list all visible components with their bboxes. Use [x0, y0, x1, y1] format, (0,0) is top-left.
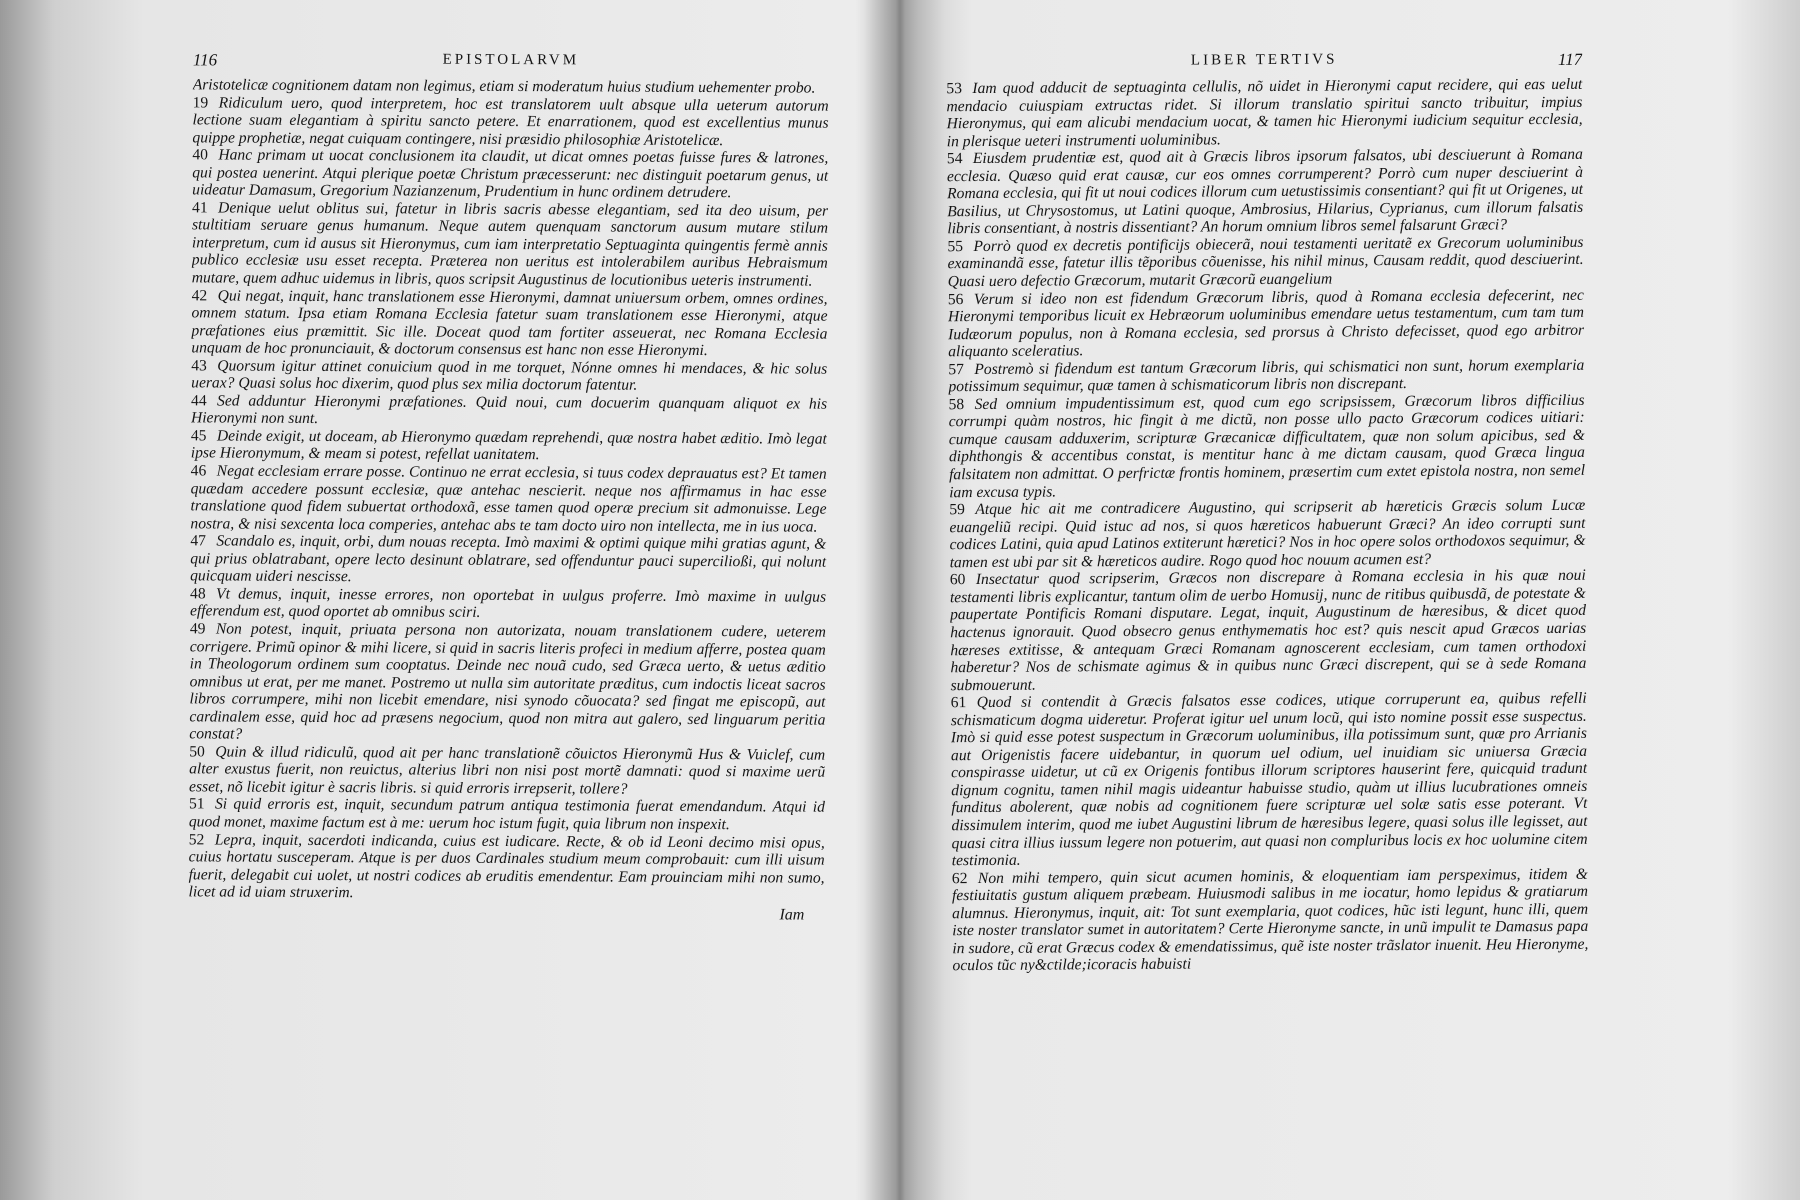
right-page	[946, 50, 1590, 1164]
paragraph	[190, 462, 826, 536]
paragraph	[192, 94, 828, 150]
paragraph-number: 50	[189, 743, 205, 761]
paragraph-text: Non mihi tempero, quin sicut acumen hominis, & eloquentiam iam perspeximus, itidem & festiuitatis gustum aliquem præbeam. Huiusmodi salibus in me iocatur, homo lepidus & gratiarum alumnus. Hieronymus, inquit, ait: Tot sunt exemplaria, quot codices, hũc isti legunt, hunc illi, quem iste noster translator sumet in autoritatem? Certe Hieronyme sancte, in unũ impulit te Damasus papa in sudore, cũ erat Græcus codex & emendatissimus, quẽ iste noster trãslator inuenit. Heu Hieronyme, oculos tũc ny&ctilde;icoracis habuisti	[951, 865, 1589, 975]
paragraph	[191, 427, 827, 465]
paragraph-number: 51	[188, 795, 205, 813]
paragraph-number: 52	[188, 830, 205, 848]
paragraph-text: Insectatur quod scripserim, Græcos non discrepare à Romana ecclesia in his quæ noui testamenti libris explicantur, tantum olim de uerbo Homusij, nunc de ritibus quibusdã, de potestate & paupertate Pontificis Romani disputare. Legat, inquit, Augustinum de hæresibus, & dicet quod hactenus ignorauit. Quod obsecro genus enthymematis hoc est? quis nescit apud Græcos uarias hæreses extitisse, & antequam Græci Romanam agnoscerent ecclesiam, cum tamen orthodoxi haberetur? Nos de schismate agimus & in quibus nunc Græci discrepent, qui se à sede Romana submouerunt.	[949, 567, 1587, 694]
paragraph-number: 19	[192, 93, 209, 111]
left-page-body	[188, 76, 828, 904]
paragraph-number: 41	[192, 199, 208, 217]
left-page-number: 116	[192, 50, 218, 70]
paragraph	[949, 392, 1586, 502]
paragraph-text: Lepra, inquit, sacerdoti indicanda, cuius est iudicare. Recte, & ob id Leoni decimo misi opus, cuius hortatu susceperam. Atque is per duos Cardinales studium meum comprobauit: cum illi uisum fuerit, delegabit cui uolet, ut nostri codices ab eruditis emendentur. Eam prouinciam mihi non sumo, licet ad id uiam struxerim.	[188, 830, 825, 902]
left-page-header	[193, 50, 829, 79]
paragraph-text: Atque hic ait me contradicere Augustino, qui scripserit ab hæreticis Græcis solum Lucæ euangeliũ recipi. Quid istuc ad nos, si quos hæreticos habuerunt Græci? An ideo corrupti sunt codices Latini, quia apud Latinos extiterunt hæretici? Nos in hoc opere solos orthodoxos sequimur, & tamen est ubi par sit & hæreticos audire. Rogo quod hoc nouum acumen est?	[949, 496, 1586, 571]
paragraph-text: Sed adduntur Hieronymi præfationes. Quid noui, cum docuerim quanquam aliquot ex his Hieronymi non sunt.	[190, 392, 828, 428]
paragraph-text: Quod si contendit à Græcis falsatos esse codices, utique corruperunt ea, quibus refelli schismaticum dogma uideretur. Proferat igitur uel unum locũ, qui isto nomine possit esse suspectus. Imò si quid esse potest suspectum in Græcorum uoluminibus, illa potissimum sunt, quæ pro Arrianis aut Origenistis facere uidebantur, in quorum uel odium, uel inuidiam sic uniuersa Græcia conspirasse uidetur, ut cũ ex Origenis fontibus illorum scriptores hauserint fere, quicquid tradunt dignum cognitu, tamen nihil magis uideantur habuisse studio, quàm ut illius lucubrationes omneis funditus abolerent, quæ nobis ad cognitionem fuere scripturæ uel solæ satis esse poterant. Vt dissimulem interim, quod me iubet Augustini librum de hæresibus legere, quasi solus ille legisset, aut quasi citra illius iussum legere non potuerim, aut quasi non compluribus locis ex hoc uolumine citem testimonia.	[950, 689, 1588, 870]
paragraph	[190, 533, 826, 589]
paragraph	[191, 357, 827, 395]
paragraph	[951, 690, 1588, 870]
paragraph-number: 44	[191, 392, 207, 410]
paragraph	[190, 585, 826, 623]
paragraph-text: Ridiculum uero, quod interpretem, hoc est translatorem uult absque ulla ueterum autorum lectione suam elegantiam à spiritu sancto petere. Et enarrationem, quod est excellentius munus quippe prophetiæ, negat cuiquam contingere, nisi præsidio philosophiæ Aristotelicæ.	[192, 94, 829, 149]
paragraph-text: Sed omnium impudentissimum est, quod cum ego scripsissem, Græcorum libros difficilius corrumpi quàm nostros, hic fingit à me dictũ, non posse ullo pacto Græcorum codices uitiari: cumque causam adduxerim, scripturæ Græcanicæ difficultatem, quæ non solum apicibus, sed & diphthongis & accentibus constat, is mentitur hanc à me dictam causam, quod Græca lingua falsitatem non admittat. O perfrictæ frontis hominem, præsertim cum extet epistola nostra, non semel iam excusa typis.	[948, 391, 1586, 501]
paragraph	[191, 287, 827, 361]
paragraph-number: 59	[949, 501, 965, 519]
paragraph-number: 40	[192, 146, 209, 164]
paragraph-number: 53	[946, 80, 963, 98]
right-page-header	[946, 50, 1582, 80]
paragraph	[947, 234, 1583, 291]
right-running-head: LIBER TERTIVS	[1190, 51, 1338, 69]
paragraph	[947, 146, 1584, 238]
paragraph-number: 54	[946, 150, 963, 168]
paragraph-number: 46	[190, 462, 207, 480]
paragraph	[189, 620, 826, 746]
paragraph	[188, 831, 824, 905]
paragraph-number: 48	[190, 585, 206, 603]
paragraph-number: 61	[950, 694, 967, 712]
paragraph-text: Iam quod adducit de septuaginta cellulis, nõ uidet in Hieronymi caput recidere, qui eas uelut mendacio cuiuspiam extructas ridet. Si illorum translatio spiritui sancto tribuitur, impius Hieronymus, qui eam alicubi mendacium uocat, & tamen hic Hieronymi iudicium sequitur ecclesia, in plerisque ueteri instrumenti uoluminibus.	[946, 75, 1583, 150]
paragraph	[192, 199, 828, 290]
paragraph-text: Negat ecclesiam errare posse. Continuo ne errat ecclesia, si tuus codex deprauatus est? Et tamen quædam accedere possunt ecclesiæ, quæ antehac nescierit. neque nos affirmamus in hac esse translatione quod fidem subuertat orthodoxã, esse tamen quod operæ precium sit admonuisse. Lege nostra, & nisi sexcenta loca comperies, antehac abs te tam docto uiro non intellecta, me in ius uoca.	[190, 462, 827, 536]
paragraph-number: 60	[949, 571, 966, 589]
paragraph	[948, 357, 1584, 397]
paragraph-text: Si quid erroris est, inquit, secundum patrum antiqua testimonia fuerat emendandum. Atqui id quod monet, maxime factum est à me: uerum hoc istum fugit, quia librum non inspexit.	[188, 795, 825, 834]
book-gutter	[855, 0, 945, 1200]
paragraph	[950, 567, 1587, 694]
paragraph-text: Verum si ideo non est fidendum Græcorum libris, quod à Romana ecclesia defecerint, nec Hieronymi temporibus licuit ex Hebræorum uoluminibus emendare uetus testamentum, cum tam tum Iudæorum populus, non à Romana ecclesia, sed prorsus à Christo defecisset, quod ego arbitror aliquanto sceleratius.	[947, 286, 1585, 361]
right-page-body	[946, 76, 1588, 975]
paragraph	[948, 286, 1584, 361]
paragraph-text: Hanc primam ut uocat conclusionem ita claudit, ut dicat omnes poetas fuisse fures & latrones, qui postea uenerint. Atqui plerique poetæ Christum præcesserunt: nec distinguit poetarum genus, ut uideatur Damasum, Gregorium Nazianzenum, Prudentium in hunc ordinem detrudere.	[192, 146, 829, 202]
paragraph-number: 42	[191, 286, 208, 304]
left-catchword: Iam	[779, 906, 805, 924]
paragraph-text: Deinde exigit, ut doceam, ab Hieronymo quædam reprehendi, quæ nostra habet æditio. Imò legat ipse Hieronymum, & meam si potest, refellat uanitatem.	[190, 427, 827, 464]
paragraph-text: Quorsum igitur attinet conuicium quod in me torquet, Nónne omnes hi mendaces, & hic solus uerax? Quasi solus hoc dixerim, quod plus sex milia doctorum fatentur.	[191, 357, 828, 394]
paragraph-text: Eiusdem prudentiæ est, quod ait à Græcis libros ipsorum falsatos, ubi desciuerunt à Romana ecclesia. Quæso quid erat causæ, cur eos omnes corrumperent? Porrò cum nuper desciuerint à Romana ecclesia, qui fit ut noui codices illorum cum uetustissimis consentiant? qui fit ut Origenes, ut Basilius, ut Chrysostomus, ut Latini quoque, Ambrosius, Hilarius, Cyprianus, cum illorum falsatis libris consentiant, à nostris dissentiant? An horum omnium libros semel falsarunt Græci?	[946, 145, 1584, 238]
paragraph-number: 43	[191, 357, 207, 375]
paragraph-text: Scandalo es, inquit, orbi, dum nouas recepta. Imò maximi & optimi quique mihi gratias agunt, & qui prius oblatrabant, opere lecto desinunt oblatrare, sed offenduntur pauci supercilioßi, qui nolunt quicquam uideri nescisse.	[190, 532, 827, 586]
paragraph	[949, 497, 1585, 572]
paragraph-number: 47	[190, 532, 206, 550]
right-page-number: 117	[1557, 49, 1583, 69]
paragraph	[946, 76, 1582, 151]
paragraph-text: Quin & illud ridiculũ, quod ait per hanc translationẽ cõuictos Hieronymũ Hus & Vuiclef, cum alter exustus fuerit, non reuictus, alterius libri non nisi post mortẽ damnati: quod si maxime uerũ esset, nõ licebit igitur è sacris libris. si quid erroris irrepserit, tollere?	[189, 743, 826, 798]
left-page	[187, 50, 829, 1163]
paragraph-number: 57	[948, 360, 964, 378]
paragraph-text: Vt demus, inquit, inesse errores, non oportebat in uulgus proferre. Imò maxime in uulgus efferendum est, quod oportet ab omnibus sciri.	[189, 585, 827, 622]
paragraph-text: Non potest, inquit, priuata persona non autorizata, nouam translationem cudere, ueterem corrigere. Primũ opinor & mihi licere, si quid in sacris literis profeci in medium afferre, postea quam in Theologorum ordinem sum cooptatus. Deinde nec nouã cudo, sed Græca uerto, & uetus æditio omnibus ut erat, per me manet. Postremo ut nulla sim autoritate præditus, cum indoctis liceat sacros libros corrumpere, mihi non licebit emendare, nisi synodo cõuocata? sed fingat me episcopũ, aut cardinalem esse, quid hoc ad præsens negocium, quod non mitra aut galero, sed linguarum peritia constat?	[189, 620, 826, 743]
paragraph-text: Denique uelut oblitus sui, fatetur in libris sacris abesse elegantiam, sed ita deo uisum, per stultitiam seruare genus humanum. Neque autem quenquam sanctorum ausum mutare stilum interpretum, cum id ausus sit Hieronymus, cum iam interpretatio Septuaginta quingentis fermè annis publico ecclesiæ usu esset recepta. Præterea non ueritus est intolerabilem auribus Hebraismum mutare, quem adhuc uidemus in libris, quos scripsit Augustinus de locutionibus ueteris instrumenti.	[191, 199, 829, 290]
paragraph-number: 62	[951, 869, 968, 887]
paragraph	[189, 743, 825, 799]
paragraph-number: 55	[947, 238, 964, 256]
paragraph-number: 56	[947, 290, 964, 308]
paragraph-text: Postremò si fidendum est tantum Græcorum libris, qui schismatici non sunt, horum exemplaria potissimum sequimur, quæ tamen à schismaticorum libris non discrepant.	[948, 356, 1585, 396]
paragraph-text: Porrò quod ex decretis pontificijs obiecerã, noui testamenti ueritatẽ ex Grecorum uoluminibus examinandã esse, fatetur illis tẽporibus cõuenisse, his nihil minus, Causam reddit, quod desciuerint. Quasi uero defectio Græcorum, mutarit Græcorũ euangelium	[947, 233, 1584, 291]
paragraph	[189, 796, 825, 834]
paragraph	[952, 865, 1589, 975]
paragraph-number: 45	[190, 427, 207, 445]
paragraph-number: 58	[948, 395, 965, 414]
paragraph	[192, 147, 828, 203]
paragraph-text: Qui negat, inquit, hanc translationem esse Hieronymi, damnat uniuersum orbem, omnes ordines, omnem statum. Ipsa etiam Romana Ecclesia fatetur suam translationem esse Hieronymi, atque præfationes eius præmittit. Sic ille. Doceat quod tam fortiter asseuerat, nec Romana Ecclesia unquam de hoc pronunciauit, & doctorum consensus est hanc non esse Hieronymi.	[191, 287, 828, 360]
left-running-head: EPISTOLARVM	[442, 51, 580, 69]
paragraph-text: Aristotelicæ cognitionem datam non legimus, etiam si moderatum huius studium uehementer probo.	[192, 76, 816, 97]
paragraph-number: 49	[189, 620, 206, 638]
paragraph	[191, 392, 827, 430]
